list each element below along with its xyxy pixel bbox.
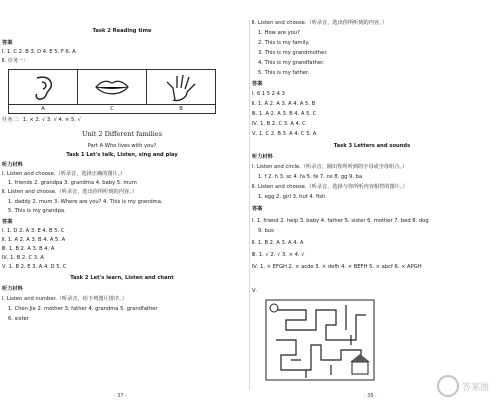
task-one-label: Ⅱ. 任务一：	[2, 58, 29, 64]
answer-line: 9. bus	[258, 228, 274, 234]
answer-heading: 答案	[2, 40, 13, 46]
watermark-text: 答案圈	[462, 383, 490, 393]
label-a: A	[41, 106, 45, 112]
answer-line: Ⅲ. 1. B 2. A 3. B 4. A	[2, 246, 55, 252]
material-line: 1. f 2. h 3. sc 4. fa 5. fe 7. ce 8. gg 9. ba	[258, 174, 363, 180]
answer-line: Ⅴ.	[252, 288, 258, 294]
material-line: 1. egg 2. girl 3. hut 4. fish	[258, 194, 326, 200]
answer-line: Ⅰ. 1. C 2. B 3. D 4. E 5. F 6. A	[2, 49, 76, 55]
mouth-cell	[78, 70, 147, 104]
part-title: Part A Who lives with you?	[87, 143, 157, 149]
material-line: 1. How are you?	[258, 30, 300, 36]
material-line: 4. This is my grandfather.	[258, 60, 325, 66]
listening-material-heading: 听力材料	[2, 162, 23, 168]
material-line: 1. daddy 2. mum 3. Where are you? 4. This is my grandma.	[8, 199, 163, 205]
label-c: C	[110, 106, 114, 112]
answer-line: Ⅱ. 1. A 2. A 3. A 4. A 5. B	[252, 101, 316, 107]
material-line: 5. This is my father.	[258, 70, 310, 76]
answer-line: Ⅳ. 1. × EFGH 2. × acde 3. × defh 4. × BEFH 5. × abcf 6. × APGH	[252, 264, 422, 270]
material-line: Ⅰ. Listen and number.（听录音，给下列图片排序。）	[2, 296, 127, 302]
material-line: 6. sister	[8, 316, 29, 322]
material-line: Ⅱ. Listen and choose.（听录音，选出你所听到的内容。）	[2, 189, 137, 195]
answer-line: Ⅳ. 1. B 2. C 3. A 4. C	[252, 121, 306, 127]
material-line: Ⅰ. Listen and circle.（听录音，圈出你所听到的字母或字母组合。）	[252, 164, 408, 170]
ear-cell	[9, 70, 78, 104]
answer-line: Ⅰ. 1. D 2. A 3. E 4. B 5. C	[2, 228, 65, 234]
task3-title: Task 3 Letters and sounds	[333, 143, 411, 149]
maze-illustration	[266, 300, 374, 380]
picture-table	[8, 69, 216, 114]
answer-line: Ⅳ. 1. B 2. C 3. A	[2, 255, 44, 261]
left-page	[2, 0, 242, 407]
listening-material-heading: 听力材料	[2, 286, 23, 292]
task-two-answer: 任务二：1. × 2. √ 3. √ 4. × 5. √	[2, 117, 81, 123]
material-line: Ⅰ. Listen and choose.（听录音，选择正确的图片。）	[2, 171, 126, 177]
material-line: 1. Chen Jie 2. mother 3. father 4. grandma 5. grandfather	[8, 306, 158, 312]
hand-cell	[147, 70, 216, 104]
watermark-logo	[436, 371, 490, 401]
hand-icon	[147, 70, 215, 104]
task2-title: Task 2 Reading time	[92, 28, 152, 34]
label-b: B	[179, 106, 183, 112]
answer-line: Ⅴ. 1. B 2. E 3. A 4. D 5. C	[2, 264, 67, 270]
gutter-divider	[249, 20, 250, 390]
material-line: 3. This is my grandmother.	[258, 50, 328, 56]
answer-line: Ⅰ. 6 1 5 2 4 3	[252, 91, 285, 97]
material-line: 1. friends 2. grandpa 3. grandma 4. baby 5. mum	[8, 180, 137, 186]
material-line: Ⅱ. Listen and choose.（听录音，选择与你所听内容相符的图片。）	[252, 184, 408, 190]
answer-heading: 答案	[252, 81, 263, 87]
answer-line: Ⅴ. 1. C 2. B 3. A 4. C 5. A	[252, 131, 317, 137]
answer-line: Ⅱ. 1. A 2. A 3. B 4. A 5. A	[2, 237, 66, 243]
material-line: 2. This is my family.	[258, 40, 310, 46]
answer-line: Ⅱ. 1. B 2. A 3. A 4. A	[252, 240, 304, 246]
material-line: 5. This is my grandpa.	[8, 208, 66, 214]
answer-line: Ⅰ. 1. friend 2. help 3. baby 4. father 5. sister 6. mother 7. bed 8. dog	[252, 218, 429, 224]
mouth-icon	[78, 70, 146, 104]
right-page	[252, 0, 492, 407]
table-labels	[9, 104, 215, 114]
answer-heading: 答案	[2, 219, 13, 225]
answer-line: Ⅲ. 1. √ 2. √ 3. × 4. √	[252, 252, 305, 258]
listening-material-heading: 听力材料	[252, 154, 273, 160]
ear-icon	[9, 70, 77, 104]
material-line: Ⅱ. Listen and choose.（听录音，选出你所听到的内容。）	[252, 20, 387, 26]
answer-line: Ⅲ. 1. A 2. A 3. B 4. A 5. C	[252, 111, 317, 117]
page-number: · 37 ·	[114, 393, 127, 399]
unit-title: Unit 2 Different families	[81, 130, 163, 138]
page-number: · 38 ·	[364, 393, 377, 399]
answer-heading: 答案	[252, 206, 263, 212]
task1-title: Task 1 Let's talk, Listen, sing and play	[66, 152, 178, 158]
task2b-title: Task 2 Let's learn, Listen and chant	[70, 275, 174, 281]
